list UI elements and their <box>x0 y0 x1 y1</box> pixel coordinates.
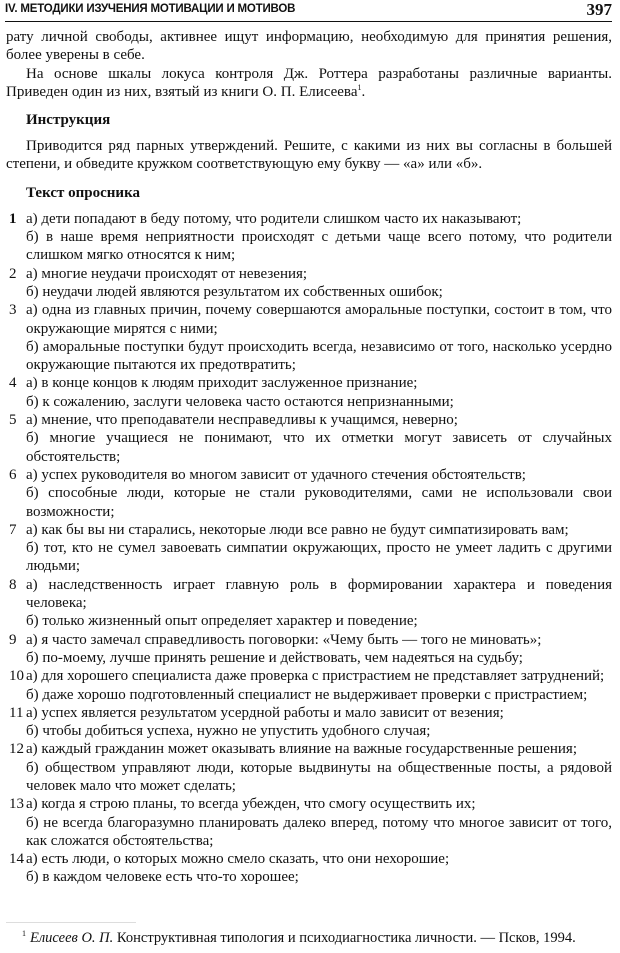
questionnaire-item <box>6 631 612 668</box>
option-b: б) в наше время неприятности происходят с детьми чаще всего потому, что родители слишком мягко относятся к ним; <box>26 229 612 264</box>
questionnaire-item <box>6 740 612 795</box>
footnote-text: Конструктивная типология и психодиагностика личности. — Псков, 1994. <box>116 930 576 946</box>
option-b: б) по-моему, лучше принять решение и действовать, чем надеяться на судьбу; <box>26 649 523 666</box>
option-a: а) каждый гражданин может оказывать влияние на важные государственные решения; <box>26 741 578 758</box>
header-divider <box>5 21 612 22</box>
running-header <box>5 0 612 22</box>
running-header-title: IV. МЕТОДИКИ ИЗУЧЕНИЯ МОТИВАЦИИ И МОТИВОВ <box>5 3 296 15</box>
item-number: 2 <box>9 265 17 282</box>
option-a: а) успех является результатом усердной работы и мало зависит от везения; <box>26 704 504 721</box>
option-a: а) одна из главных причин, почему совершаются аморальные поступки, состоит в том, что окружающие мирятся с ними; <box>26 302 612 337</box>
item-number: 1 <box>9 210 17 227</box>
option-b: б) аморальные поступки будут происходить всегда, независимо от того, насколько усердно окружающие пытаются их предотвратить; <box>26 338 612 374</box>
option-a: а) наследственность играет главную роль в формировании характера и поведения человека; <box>26 576 612 612</box>
intro-paragraph-text: На основе шкалы локуса контроля Дж. Роттера разработаны различные варианты. Приведен один из них, взятый из книги О. П. Елисеева <box>6 65 612 100</box>
option-b: б) многие учащиеся не понимают, что их отметки могут зависеть от случайных обстоятельств; <box>26 430 612 465</box>
questionnaire-item <box>6 704 612 741</box>
instruction-text: Приводится ряд парных утверждений. Решите, с какими из них вы согласны в большей степени, и обведите кружком соответствующую ему букву — «а» или «б». <box>6 138 612 173</box>
questionnaire-item <box>6 210 612 265</box>
questionnaire-item <box>6 301 612 374</box>
item-number: 6 <box>9 466 17 483</box>
option-a: а) для хорошего специалиста даже проверка с пристрастием не представляет затруднений; <box>26 668 605 685</box>
option-b: б) тот, кто не сумел завоевать симпатии окружающих, просто не умеет ладить с другими людьми; <box>26 540 612 575</box>
option-b: б) обществом управляют люди, которые выдвинуты на общественные посты, а рядовой человек мало что может сделать; <box>26 759 612 794</box>
item-number: 11 <box>9 704 24 721</box>
option-a: а) мнение, что преподаватели несправедливы к учащимся, неверно; <box>26 412 458 429</box>
page-body <box>6 28 612 887</box>
item-number: 13 <box>9 796 24 813</box>
intro-paragraph-continued: рату личной свободы, активнее ищут информацию, необходимую для принятия решения, более уверены в себе. <box>6 29 612 64</box>
intro-paragraph <box>6 65 612 102</box>
item-number: 3 <box>9 302 17 319</box>
footnote-number: 1 <box>22 929 26 939</box>
intro-paragraph-end: . <box>361 83 366 100</box>
questionnaire-item <box>6 411 612 466</box>
option-b: б) не всегда благоразумно планировать далеко вперед, потому что многое зависит от того, как сложатся обстоятельства; <box>26 814 612 849</box>
option-a: а) дети попадают в беду потому, что родители слишком часто их наказывают; <box>26 210 522 227</box>
footnote-divider <box>6 922 136 923</box>
option-b: б) даже хорошо подготовленный специалист не выдерживает проверки с пристрастием; <box>26 686 588 703</box>
questionnaire-item <box>6 795 612 850</box>
page-number: 397 <box>586 0 612 19</box>
footnote <box>22 929 612 947</box>
item-number: 7 <box>9 521 17 538</box>
footnote-author: Елисеев О. П. <box>30 930 114 946</box>
option-b: б) к сожалению, заслуги человека часто остаются непризнанными; <box>26 393 454 410</box>
questionnaire-item <box>6 265 612 302</box>
option-b: б) неудачи людей являются результатом их собственных ошибок; <box>26 283 443 300</box>
item-number: 12 <box>9 741 24 758</box>
option-a: а) успех руководителя во многом зависит от удачного стечения обстоятельств; <box>26 466 526 483</box>
option-b: б) чтобы добиться успеха, нужно не упустить удобного случая; <box>26 723 431 740</box>
questionnaire-items <box>6 210 612 887</box>
option-a: а) есть люди, о которых можно смело сказать, что они нехорошие; <box>26 851 450 868</box>
item-number: 5 <box>9 412 17 429</box>
questionnaire-item <box>6 374 612 411</box>
item-number: 10 <box>9 668 24 685</box>
option-a: а) как бы вы ни старались, некоторые люди все равно не будут симпатизировать вам; <box>26 521 569 538</box>
questionnaire-heading: Текст опросника <box>26 184 140 201</box>
option-a: а) когда я строю планы, то всегда убежден, что смогу осуществить их; <box>26 796 476 813</box>
questionnaire-item <box>6 466 612 521</box>
option-a: а) многие неудачи происходят от невезения; <box>26 265 308 282</box>
option-b: б) в каждом человеке есть что-то хорошее; <box>26 869 299 886</box>
option-b: б) способные люди, которые не стали руководителями, сами не использовали свои возможности; <box>26 485 612 520</box>
instruction-heading: Инструкция <box>26 112 111 129</box>
item-number: 9 <box>9 631 17 648</box>
option-a: а) в конце концов к людям приходит заслуженное признание; <box>26 375 418 392</box>
questionnaire-item <box>6 850 612 887</box>
item-number: 14 <box>9 851 24 868</box>
item-number: 4 <box>9 375 17 392</box>
footnote-reference[interactable]: 1 <box>357 82 362 92</box>
questionnaire-item <box>6 576 612 631</box>
questionnaire-item <box>6 521 612 576</box>
option-a: а) я часто замечал справедливость поговорки: «Чему быть — того не миновать»; <box>26 631 542 648</box>
questionnaire-item <box>6 667 612 704</box>
option-b: б) только жизненный опыт определяет характер и поведение; <box>26 613 418 630</box>
item-number: 8 <box>9 576 17 593</box>
